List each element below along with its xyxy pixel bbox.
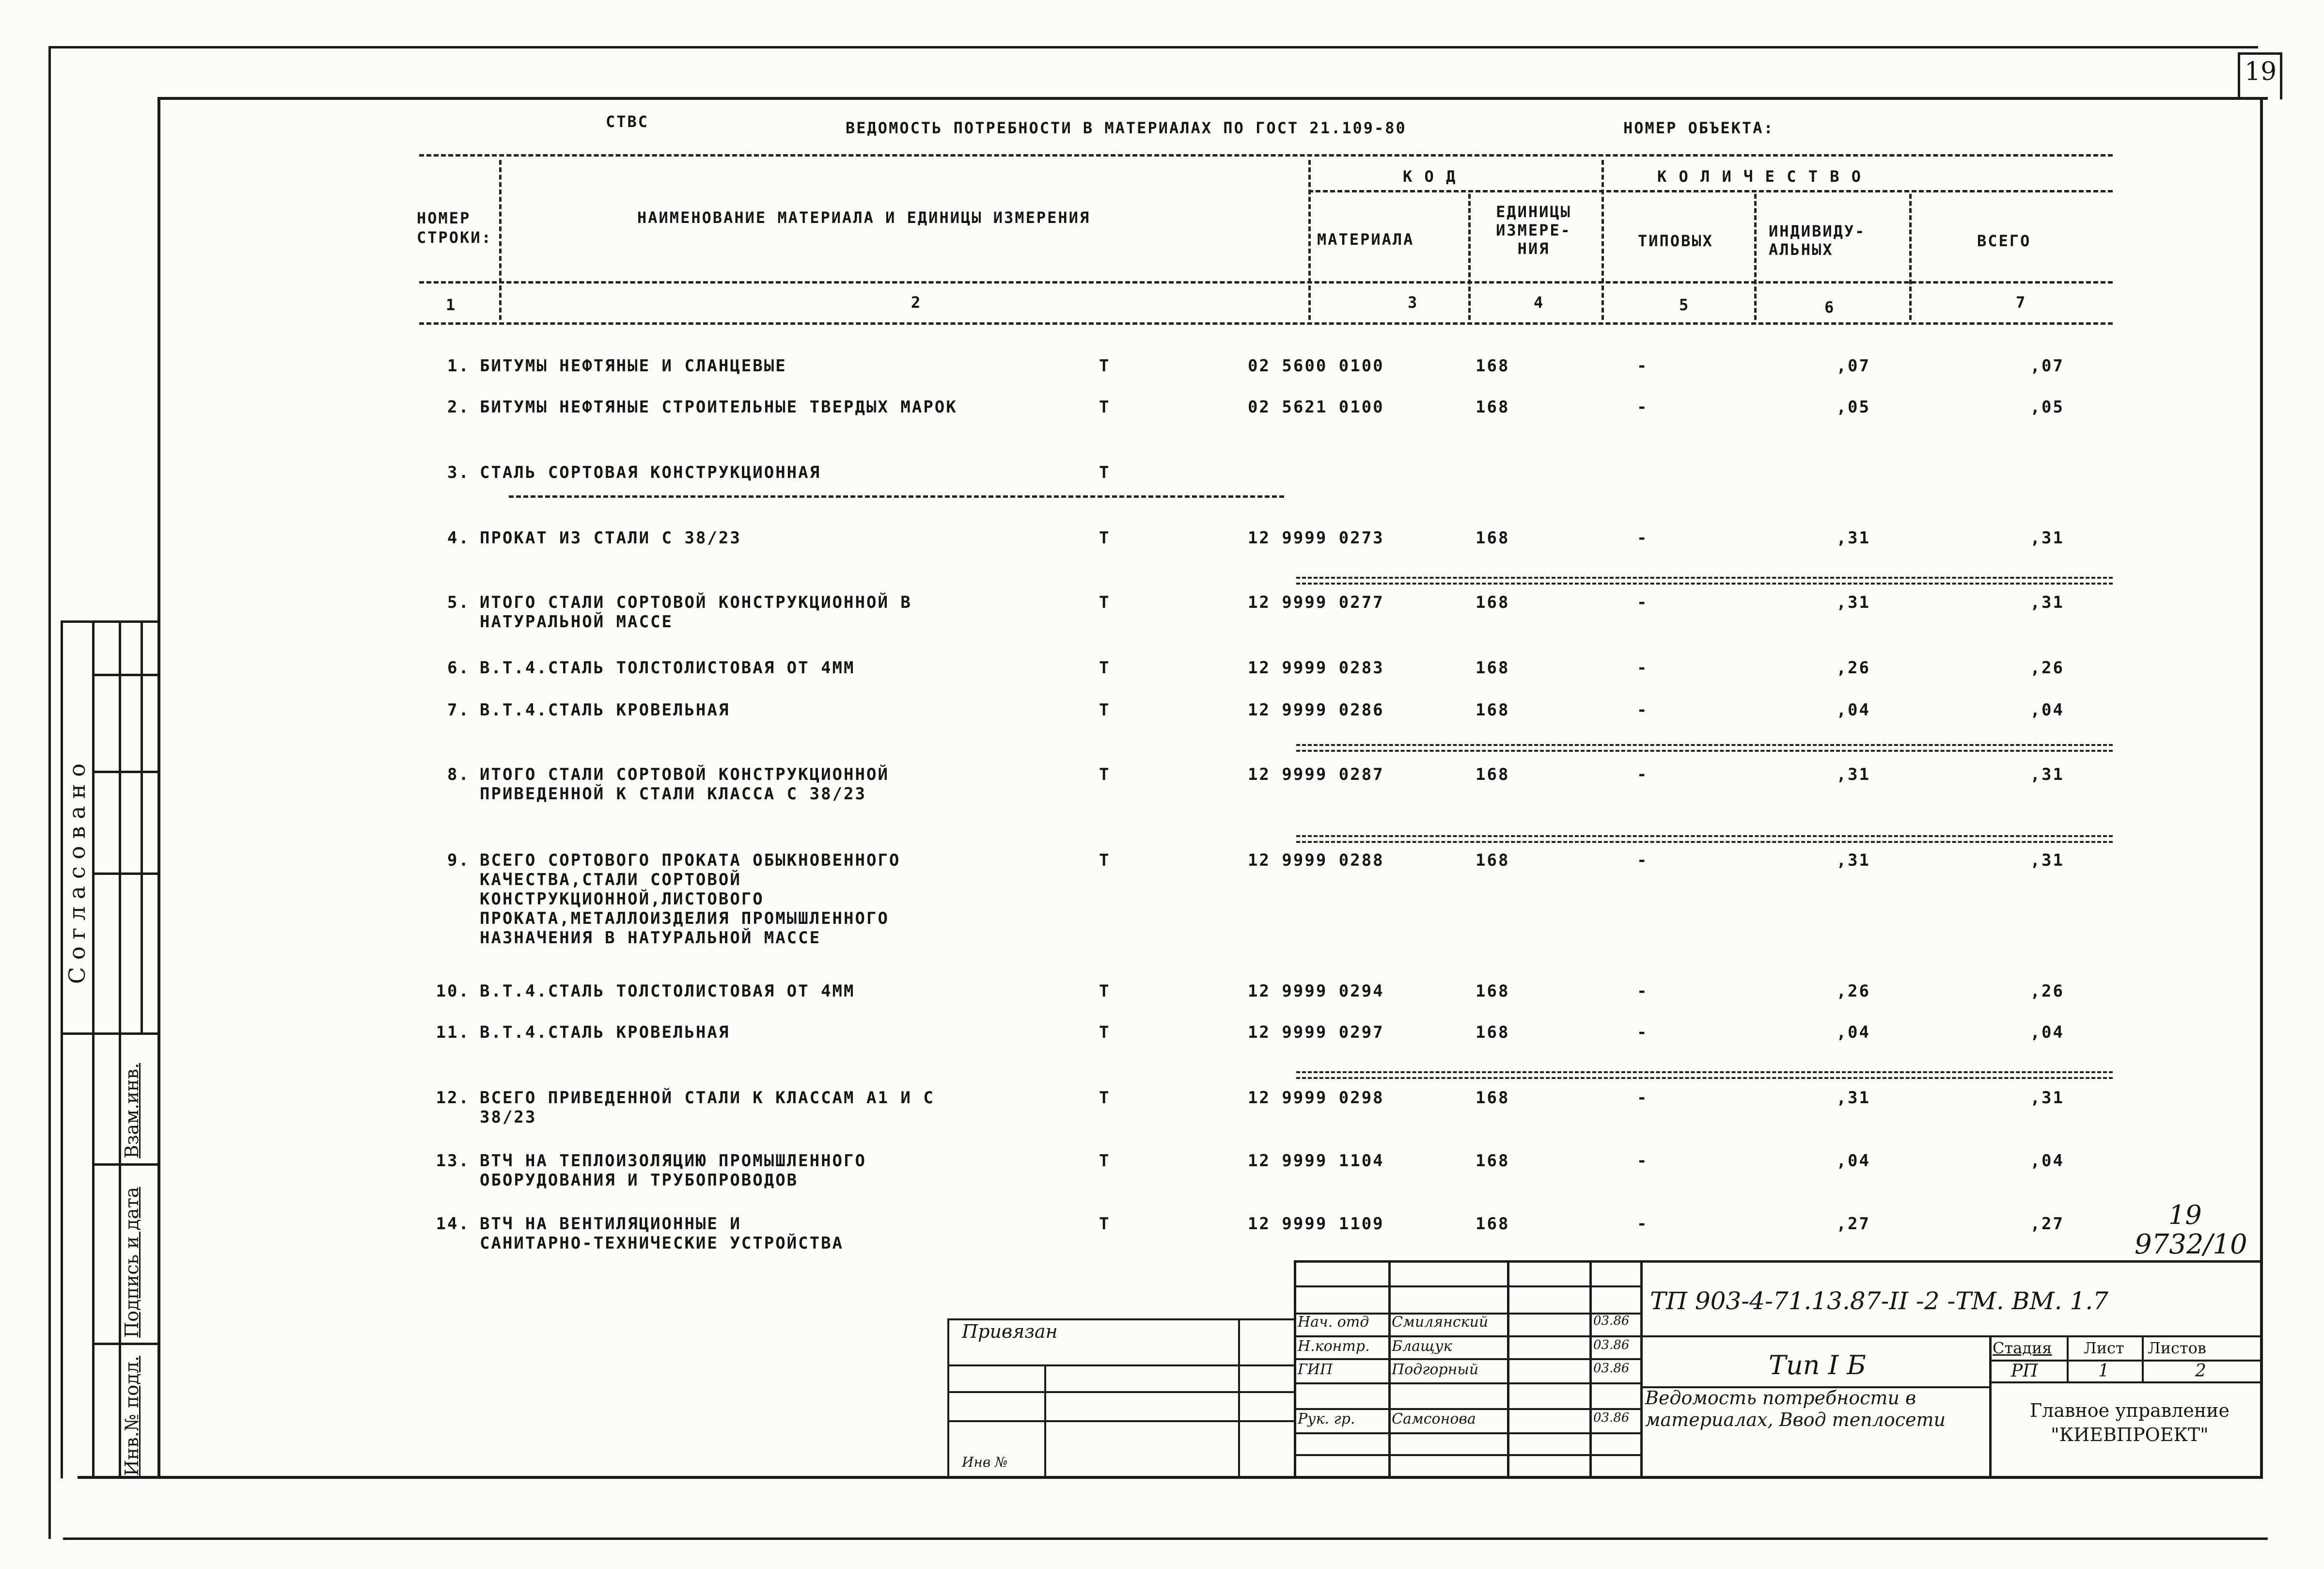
qty-total: ,27: [2030, 1214, 2064, 1234]
unit-code: 168: [1476, 851, 1510, 870]
sheet-ref-bottom: 9732/10: [2135, 1229, 2247, 1260]
material-name: ВСЕГО СОРТОВОГО ПРОКАТА ОБЫКНОВЕННОГО КАЧЕСТВА,СТАЛИ СОРТОВОЙ КОНСТРУКЦИОННОЙ,ЛИСТОВОГО ПРОКАТА,МЕТАЛЛОИЗДЕЛИЯ ПРОМЫШЛЕННОГО НАЗНАЧЕНИЯ В НАТУРАЛЬНОЙ МАССЕ: [480, 851, 901, 948]
material-name: ИТОГО СТАЛИ СОРТОВОЙ КОНСТРУКЦИОННОЙ ПРИВЕДЕННОЙ К СТАЛИ КЛАССА С 38/23: [480, 765, 889, 804]
unit-code: 168: [1476, 1023, 1510, 1042]
sheet-label: Лист: [2084, 1339, 2124, 1357]
qty-total: ,31: [2030, 765, 2064, 784]
side-swap-inv-label: Взам.инв.: [121, 1062, 142, 1158]
qty-individual: ,31: [1836, 1088, 1870, 1108]
qty-typical: -: [1637, 700, 1649, 720]
stamp-role: Н.контр.: [1298, 1338, 1370, 1355]
material-name: ИТОГО СТАЛИ СОРТОВОЙ КОНСТРУКЦИОННОЙ В НАТУРАЛЬНОЙ МАССЕ: [480, 593, 912, 632]
qty-individual: ,04: [1836, 700, 1870, 720]
col-number-4: 4: [1534, 293, 1545, 312]
unit-code: 168: [1476, 593, 1510, 612]
qty-typical: -: [1637, 851, 1649, 870]
col-sep-4: [1602, 160, 1604, 320]
material-name: БИТУМЫ НЕФТЯНЫЕ СТРОИТЕЛЬНЫЕ ТВЕРДЫХ МАРОК: [480, 397, 958, 417]
material-code: 12 9999 0294: [1248, 982, 1384, 1001]
side-sign-date-label: Подпись и дата: [121, 1187, 142, 1338]
row-number: 2.: [447, 397, 470, 417]
row-number: 4.: [447, 528, 470, 548]
total-rule-5: [1296, 577, 2113, 585]
qty-total: ,05: [2030, 397, 2064, 417]
stamp-left: [1294, 1260, 1296, 1478]
stamp-col-name: [1388, 1260, 1391, 1478]
col-header-qty-group: К О Л И Ч Е С Т В О: [1657, 167, 1863, 186]
header-rule-1: [419, 154, 2113, 157]
material-code: 02 5600 0100: [1248, 356, 1384, 376]
sheet-ref-top: 19: [2168, 1200, 2202, 1230]
side-row-7: [92, 1343, 160, 1345]
row-number: 12.: [436, 1088, 470, 1108]
unit: Т: [1099, 356, 1111, 376]
side-row-2: [92, 674, 160, 676]
col-header-qty-total: ВСЕГО: [1977, 232, 2031, 250]
col-header-row-no: НОМЕР СТРОКИ:: [417, 209, 492, 247]
stamp-row-6: [1294, 1408, 1640, 1410]
qty-individual: ,07: [1836, 356, 1870, 376]
qty-typical: -: [1637, 397, 1649, 417]
stamp-row-3: [1294, 1335, 2263, 1337]
qty-typical: -: [1637, 1023, 1649, 1042]
qty-individual: ,31: [1836, 593, 1870, 612]
material-code: 12 9999 0288: [1248, 851, 1384, 870]
material-name: В.Т.4.СТАЛЬ ТОЛСТОЛИСТОВАЯ ОТ 4ММ: [480, 658, 855, 678]
col-sep-5: [1754, 194, 1757, 320]
col-header-name: НАИМЕНОВАНИЕ МАТЕРИАЛА И ЕДИНИЦЫ ИЗМЕРЕНИЯ: [637, 208, 1091, 227]
stamp-stage-sep1: [2067, 1335, 2069, 1381]
stamp-role: ГИП: [1298, 1361, 1333, 1378]
sheet-value: 1: [2098, 1361, 2109, 1381]
material-name: ВСЕГО ПРИВЕДЕННОЙ СТАЛИ К КЛАССАМ А1 И С 38/23: [480, 1088, 935, 1127]
stamp-role: Нач. отд: [1298, 1314, 1369, 1331]
material-name: ПРОКАТ ИЗ СТАЛИ С 38/23: [480, 528, 741, 548]
unit-code: 168: [1476, 700, 1510, 720]
attached-label: Привязан: [962, 1321, 1058, 1342]
inner-frame-left: [157, 97, 160, 1478]
doc-code: ТП 903-4-71.13.87-II -2 -ТМ. ВМ. 1.7: [1650, 1287, 2108, 1315]
total-rule-9: [1296, 835, 2113, 843]
qty-typical: -: [1637, 593, 1649, 612]
unit: Т: [1099, 700, 1111, 720]
side-col-left: [61, 620, 63, 1478]
header-rule-2: [1308, 190, 2113, 192]
sheets-value: 2: [2195, 1361, 2206, 1381]
unit-code: 168: [1476, 765, 1510, 784]
outer-frame-top: [48, 46, 2258, 48]
system-label: СТВС: [606, 112, 649, 131]
stamp-stage-sep2: [2142, 1335, 2144, 1381]
row-number: 3.: [447, 463, 470, 482]
material-code: 12 9999 1109: [1248, 1214, 1384, 1234]
qty-individual: ,04: [1836, 1151, 1870, 1171]
qty-typical: -: [1637, 356, 1649, 376]
stamp-name: Смилянский: [1392, 1314, 1489, 1331]
unit-code: 168: [1476, 1214, 1510, 1234]
stamp-col-date: [1589, 1260, 1592, 1478]
side-row-5: [61, 1032, 160, 1035]
side-col-mid2: [119, 620, 121, 1478]
unit-code: 168: [1476, 397, 1510, 417]
row-number: 5.: [447, 593, 470, 612]
material-code: 12 9999 0297: [1248, 1023, 1384, 1042]
row-number: 6.: [447, 658, 470, 678]
stamp-name: Подгорный: [1392, 1361, 1479, 1378]
side-inv-orig-label: Инв.№ подл.: [121, 1356, 142, 1476]
qty-total: ,31: [2030, 528, 2064, 548]
side-agreed-label: С о г л а с о в а н о: [64, 763, 90, 984]
unit-code: 168: [1476, 1151, 1510, 1171]
side-col-mid3: [141, 620, 143, 1032]
qty-typical: -: [1637, 1214, 1649, 1234]
col-number-5: 5: [1679, 296, 1690, 314]
qty-total: ,04: [2030, 1151, 2064, 1171]
material-name: В.Т.4.СТАЛЬ КРОВЕЛЬНАЯ: [480, 1023, 730, 1042]
qty-typical: -: [1637, 528, 1649, 548]
qty-individual: ,05: [1836, 397, 1870, 417]
stamp-row-1: [1294, 1285, 1640, 1287]
inner-frame-bottom: [78, 1476, 2263, 1479]
unit: Т: [1099, 397, 1111, 417]
side-col-mid1: [92, 620, 94, 1478]
outer-frame-left: [48, 46, 51, 1539]
col-number-6: 6: [1824, 298, 1836, 317]
document-title: ВЕДОМОСТЬ ПОТРЕБНОСТИ В МАТЕРИАЛАХ ПО ГОСТ 21.109-80: [846, 119, 1407, 137]
col-sep-1: [499, 160, 502, 320]
organization: Главное управление "КИЕВПРОЕКТ": [2030, 1400, 2230, 1445]
inv-no-label: Инв №: [962, 1454, 1008, 1470]
material-code: 12 9999 0273: [1248, 528, 1384, 548]
row-number: 11.: [436, 1023, 470, 1042]
attach-row3: [947, 1420, 1294, 1422]
stamp-role: Рук. гр.: [1298, 1411, 1355, 1427]
qty-total: ,31: [2030, 593, 2064, 612]
stamp-col-main: [1640, 1260, 1643, 1478]
side-row-4: [92, 872, 160, 875]
stamp-row-8: [1294, 1454, 1640, 1456]
material-code: 12 9999 0287: [1248, 765, 1384, 784]
material-name: СТАЛЬ СОРТОВАЯ КОНСТРУКЦИОННАЯ: [480, 463, 821, 482]
attach-row2: [947, 1391, 1294, 1393]
stamp-col-right: [1989, 1335, 1992, 1478]
stamp-right-row2: [1989, 1381, 2263, 1383]
unit: Т: [1099, 463, 1111, 482]
stamp-row-5: [1294, 1382, 1640, 1384]
qty-individual: ,26: [1836, 658, 1870, 678]
material-code: 12 9999 0283: [1248, 658, 1384, 678]
qty-typical: -: [1637, 982, 1649, 1001]
qty-typical: -: [1637, 1151, 1649, 1171]
material-name: В.Т.4.СТАЛЬ ТОЛСТОЛИСТОВАЯ ОТ 4ММ: [480, 982, 855, 1001]
unit: Т: [1099, 765, 1111, 784]
object-number-label: НОМЕР ОБЪЕКТА:: [1623, 119, 1774, 137]
col-header-qty-typical: ТИПОВЫХ: [1638, 232, 1713, 250]
total-rule-12: [1296, 1071, 2113, 1079]
stamp-row-7: [1294, 1432, 1640, 1434]
material-code: 02 5621 0100: [1248, 397, 1384, 417]
header-rule-3: [419, 281, 2113, 284]
side-row-1: [61, 620, 160, 623]
col-sep-2: [1308, 160, 1311, 320]
qty-total: ,31: [2030, 851, 2064, 870]
qty-total: ,31: [2030, 1088, 2064, 1108]
material-name: БИТУМЫ НЕФТЯНЫЕ И СЛАНЦЕВЫЕ: [480, 356, 787, 376]
col-header-code-group: К О Д: [1403, 167, 1457, 186]
stamp-name: Самсонова: [1392, 1411, 1476, 1427]
qty-typical: -: [1637, 658, 1649, 678]
col-header-code-unit: ЕДИНИЦЫ ИЗМЕРЕ- НИЯ: [1496, 203, 1571, 258]
stage-value: РП: [2011, 1361, 2038, 1381]
total-rule-8: [1296, 744, 2113, 752]
attach-col1: [1044, 1364, 1046, 1478]
row-number: 7.: [447, 700, 470, 720]
stamp-col-sign: [1507, 1260, 1509, 1478]
stamp-top: [1294, 1260, 2263, 1263]
col-number-3: 3: [1408, 293, 1419, 312]
stamp-row-4: [1294, 1358, 1640, 1360]
page-number: 19: [2245, 57, 2277, 86]
qty-individual: ,31: [1836, 765, 1870, 784]
row-number: 14.: [436, 1214, 470, 1234]
col-header-qty-individual: ИНДИВИДУ- АЛЬНЫХ: [1769, 222, 1866, 259]
sheets-label: Листов: [2148, 1339, 2206, 1357]
unit: Т: [1099, 1214, 1111, 1234]
qty-typical: -: [1637, 1088, 1649, 1108]
stage-label: Стадия: [1993, 1339, 2052, 1357]
row-number: 10.: [436, 982, 470, 1001]
qty-individual: ,31: [1836, 528, 1870, 548]
attach-row1: [947, 1364, 1294, 1366]
header-rule-4: [419, 322, 2113, 325]
qty-individual: ,31: [1836, 851, 1870, 870]
inner-frame-right: [2260, 97, 2263, 1478]
stamp-date: 03.86: [1593, 1411, 1630, 1425]
unit: Т: [1099, 851, 1111, 870]
attach-left: [947, 1318, 949, 1478]
doc-type: Тип I Б: [1769, 1350, 1866, 1380]
attach-col2: [1238, 1318, 1240, 1478]
row-number: 8.: [447, 765, 470, 784]
qty-total: ,26: [2030, 982, 2064, 1001]
qty-typical: -: [1637, 765, 1649, 784]
unit: Т: [1099, 1151, 1111, 1171]
material-name: ВТЧ НА ВЕНТИЛЯЦИОННЫЕ И САНИТАРНО-ТЕХНИЧЕСКИЕ УСТРОЙСТВА: [480, 1214, 844, 1253]
qty-total: ,04: [2030, 700, 2064, 720]
unit-code: 168: [1476, 528, 1510, 548]
qty-individual: ,27: [1836, 1214, 1870, 1234]
unit-code: 168: [1476, 356, 1510, 376]
stamp-date: 03.86: [1593, 1338, 1630, 1352]
unit: Т: [1099, 1088, 1111, 1108]
row-number: 13.: [436, 1151, 470, 1171]
row3-underline: [509, 495, 1284, 498]
unit-code: 168: [1476, 658, 1510, 678]
unit: Т: [1099, 982, 1111, 1001]
stamp-date: 03.86: [1593, 1361, 1630, 1376]
side-row-3: [92, 771, 160, 773]
col-number-7: 7: [2016, 293, 2027, 312]
material-code: 12 9999 0298: [1248, 1088, 1384, 1108]
row-number: 9.: [447, 851, 470, 870]
attach-top: [947, 1318, 1294, 1320]
unit: Т: [1099, 593, 1111, 612]
material-name: В.Т.4.СТАЛЬ КРОВЕЛЬНАЯ: [480, 700, 730, 720]
qty-individual: ,26: [1836, 982, 1870, 1001]
qty-total: ,26: [2030, 658, 2064, 678]
stamp-name: Блащук: [1392, 1338, 1452, 1355]
side-row-6: [92, 1163, 160, 1166]
outer-frame-bottom: [63, 1537, 2268, 1540]
unit: Т: [1099, 1023, 1111, 1042]
inner-frame-top: [157, 97, 2268, 100]
col-sep-6: [1909, 194, 1912, 320]
qty-individual: ,04: [1836, 1023, 1870, 1042]
qty-total: ,04: [2030, 1023, 2064, 1042]
material-name: ВТЧ НА ТЕПЛОИЗОЛЯЦИЮ ПРОМЫШЛЕННОГО ОБОРУДОВАНИЯ И ТРУБОПРОВОДОВ: [480, 1151, 866, 1190]
stamp-date: 03.86: [1593, 1314, 1630, 1328]
unit: Т: [1099, 658, 1111, 678]
row-number: 1.: [447, 356, 470, 376]
col-number-1: 1: [446, 296, 457, 314]
unit-code: 168: [1476, 1088, 1510, 1108]
unit: Т: [1099, 528, 1111, 548]
unit-code: 168: [1476, 982, 1510, 1001]
material-code: 12 9999 1104: [1248, 1151, 1384, 1171]
col-number-2: 2: [911, 293, 922, 312]
qty-total: ,07: [2030, 356, 2064, 376]
material-code: 12 9999 0286: [1248, 700, 1384, 720]
doc-description: Ведомость потребности в материалах, Ввод теплосети: [1645, 1387, 1946, 1430]
col-header-code-material: МАТЕРИАЛА: [1317, 230, 1414, 249]
material-code: 12 9999 0277: [1248, 593, 1384, 612]
col-sep-3: [1468, 194, 1471, 320]
